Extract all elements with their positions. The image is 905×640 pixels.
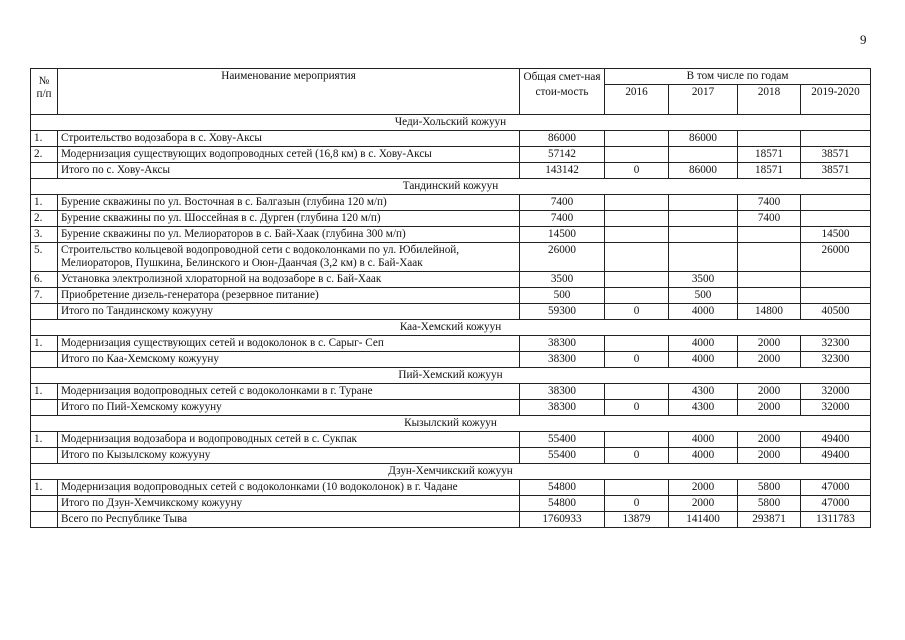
row-number: 2. — [31, 147, 58, 163]
row-total: 500 — [520, 288, 605, 304]
row-name: Приобретение дизель-генератора (резервное питание) — [58, 288, 520, 304]
row-2017: 4000 — [669, 448, 738, 464]
row-2016 — [605, 131, 669, 147]
row-2017: 4000 — [669, 304, 738, 320]
row-2017: 141400 — [669, 512, 738, 528]
table-row — [31, 384, 871, 400]
row-2019-2020: 1311783 — [801, 512, 871, 528]
row-2016 — [605, 211, 669, 227]
row-name: Итого по с. Хову-Аксы — [58, 163, 520, 179]
row-2016 — [605, 243, 669, 272]
row-2016: 0 — [605, 163, 669, 179]
row-2017 — [669, 227, 738, 243]
row-number: 2. — [31, 211, 58, 227]
section-title: Кызылский кожуун — [31, 416, 871, 432]
row-total: 57142 — [520, 147, 605, 163]
row-name: Модернизация водопроводных сетей с водоколонками (10 водоколонок) в г. Чадане — [58, 480, 520, 496]
table-header — [31, 69, 871, 115]
row-total: 54800 — [520, 480, 605, 496]
row-2017 — [669, 195, 738, 211]
row-number — [31, 448, 58, 464]
row-2019-2020: 40500 — [801, 304, 871, 320]
row-total: 14500 — [520, 227, 605, 243]
row-total: 54800 — [520, 496, 605, 512]
row-name: Модернизация водозабора и водопроводных сетей в с. Сукпак — [58, 432, 520, 448]
row-2019-2020: 14500 — [801, 227, 871, 243]
row-2019-2020: 47000 — [801, 496, 871, 512]
row-total: 55400 — [520, 432, 605, 448]
table-row — [31, 432, 871, 448]
row-2018 — [738, 227, 801, 243]
row-2019-2020: 32000 — [801, 400, 871, 416]
row-2018: 14800 — [738, 304, 801, 320]
row-2016: 0 — [605, 352, 669, 368]
row-number — [31, 400, 58, 416]
row-2016: 0 — [605, 496, 669, 512]
row-total: 143142 — [520, 163, 605, 179]
header-year-2019-2020: 2019-2020 — [801, 85, 871, 115]
row-2017: 2000 — [669, 480, 738, 496]
row-2018: 7400 — [738, 211, 801, 227]
row-name: Строительство кольцевой водопроводной сети с водоколонками по ул. Юбилейной, Мелиораторов, Пушкина, Белинского и Оюн-Даанчая (3,2 км) в с. Бай-Хаак — [58, 243, 520, 272]
row-name: Модернизация водопроводных сетей с водоколонками в г. Туране — [58, 384, 520, 400]
row-2019-2020: 47000 — [801, 480, 871, 496]
row-number: 1. — [31, 336, 58, 352]
row-number: 1. — [31, 131, 58, 147]
row-2017: 500 — [669, 288, 738, 304]
table-row — [31, 211, 871, 227]
row-total: 59300 — [520, 304, 605, 320]
table-row — [31, 243, 871, 272]
header-year-2017: 2017 — [669, 85, 738, 115]
row-name: Итого по Пий-Хемскому кожууну — [58, 400, 520, 416]
header-name: Наименование мероприятия — [58, 69, 520, 115]
section-row — [31, 416, 871, 432]
row-2019-2020 — [801, 272, 871, 288]
row-number — [31, 352, 58, 368]
row-2017: 86000 — [669, 131, 738, 147]
row-name: Итого по Кызылскому кожууну — [58, 448, 520, 464]
row-2017: 4000 — [669, 352, 738, 368]
section-row — [31, 179, 871, 195]
row-number: 1. — [31, 480, 58, 496]
table-row — [31, 195, 871, 211]
row-total: 38300 — [520, 400, 605, 416]
row-2019-2020: 49400 — [801, 448, 871, 464]
row-2018: 18571 — [738, 163, 801, 179]
row-number: 7. — [31, 288, 58, 304]
row-number: 1. — [31, 195, 58, 211]
table-row — [31, 163, 871, 179]
row-2018: 2000 — [738, 336, 801, 352]
row-2019-2020 — [801, 131, 871, 147]
row-total: 3500 — [520, 272, 605, 288]
row-2017: 86000 — [669, 163, 738, 179]
row-2018 — [738, 243, 801, 272]
row-total: 7400 — [520, 211, 605, 227]
row-total: 1760933 — [520, 512, 605, 528]
row-2018: 2000 — [738, 448, 801, 464]
header-years-group: В том числе по годам — [605, 69, 871, 85]
row-2017: 2000 — [669, 496, 738, 512]
row-2017: 4300 — [669, 400, 738, 416]
budget-table — [30, 68, 871, 528]
row-2019-2020: 26000 — [801, 243, 871, 272]
table-row — [31, 496, 871, 512]
row-name: Итого по Тандинскому кожууну — [58, 304, 520, 320]
row-number: 1. — [31, 432, 58, 448]
row-number: 5. — [31, 243, 58, 272]
row-number — [31, 512, 58, 528]
row-name: Итого по Каа-Хемскому кожууну — [58, 352, 520, 368]
row-name: Строительство водозабора в с. Хову-Аксы — [58, 131, 520, 147]
row-name: Всего по Республике Тыва — [58, 512, 520, 528]
section-row — [31, 320, 871, 336]
row-2018: 2000 — [738, 400, 801, 416]
row-name: Модернизация существующих водопроводных сетей (16,8 км) в с. Хову-Аксы — [58, 147, 520, 163]
row-2017 — [669, 147, 738, 163]
row-name: Установка электролизной хлораторной на водозаборе в с. Бай-Хаак — [58, 272, 520, 288]
row-2016 — [605, 195, 669, 211]
row-2018: 2000 — [738, 352, 801, 368]
table-row — [31, 448, 871, 464]
header-num: № п/п — [31, 69, 58, 115]
row-2018: 5800 — [738, 496, 801, 512]
row-2016 — [605, 227, 669, 243]
row-2018 — [738, 131, 801, 147]
table-row — [31, 272, 871, 288]
table-row — [31, 288, 871, 304]
row-name: Бурение скважины по ул. Шоссейная в с. Дурген (глубина 120 м/п) — [58, 211, 520, 227]
row-2017: 4000 — [669, 432, 738, 448]
row-2017: 4300 — [669, 384, 738, 400]
row-2018: 293871 — [738, 512, 801, 528]
section-title: Каа-Хемский кожуун — [31, 320, 871, 336]
table-row — [31, 147, 871, 163]
row-2019-2020: 32300 — [801, 336, 871, 352]
row-2016 — [605, 147, 669, 163]
row-2016: 13879 — [605, 512, 669, 528]
row-2017 — [669, 211, 738, 227]
row-2016: 0 — [605, 304, 669, 320]
table-row — [31, 336, 871, 352]
row-2016 — [605, 272, 669, 288]
section-row — [31, 464, 871, 480]
table-row — [31, 352, 871, 368]
row-total: 26000 — [520, 243, 605, 272]
row-2017: 3500 — [669, 272, 738, 288]
row-2016: 0 — [605, 400, 669, 416]
section-title: Дзун-Хемчикский кожуун — [31, 464, 871, 480]
row-number — [31, 496, 58, 512]
row-2017: 4000 — [669, 336, 738, 352]
row-2018: 7400 — [738, 195, 801, 211]
row-2018: 5800 — [738, 480, 801, 496]
table-row — [31, 304, 871, 320]
header-total: Общая смет-ная стои-мость — [520, 69, 605, 115]
table-row — [31, 227, 871, 243]
row-total: 86000 — [520, 131, 605, 147]
row-total: 55400 — [520, 448, 605, 464]
row-2018: 2000 — [738, 384, 801, 400]
row-total: 38300 — [520, 384, 605, 400]
table-row — [31, 512, 871, 528]
section-title: Пий-Хемский кожуун — [31, 368, 871, 384]
row-number: 3. — [31, 227, 58, 243]
table-row — [31, 131, 871, 147]
row-2016 — [605, 480, 669, 496]
header-year-2018: 2018 — [738, 85, 801, 115]
row-2019-2020 — [801, 195, 871, 211]
row-name: Итого по Дзун-Хемчикскому кожууну — [58, 496, 520, 512]
row-2018 — [738, 288, 801, 304]
row-number: 1. — [31, 384, 58, 400]
row-name: Бурение скважины по ул. Восточная в с. Балгазын (глубина 120 м/п) — [58, 195, 520, 211]
table-body — [31, 115, 871, 528]
row-number — [31, 163, 58, 179]
row-2019-2020: 38571 — [801, 147, 871, 163]
row-2016 — [605, 288, 669, 304]
row-name: Модернизация существующих сетей и водоколонок в с. Сарыг- Сеп — [58, 336, 520, 352]
table-row — [31, 400, 871, 416]
row-2019-2020 — [801, 288, 871, 304]
row-total: 7400 — [520, 195, 605, 211]
row-2019-2020: 38571 — [801, 163, 871, 179]
row-2016 — [605, 384, 669, 400]
row-total: 38300 — [520, 352, 605, 368]
row-2018: 18571 — [738, 147, 801, 163]
section-row — [31, 115, 871, 131]
row-2017 — [669, 243, 738, 272]
row-2016 — [605, 336, 669, 352]
row-2019-2020: 32000 — [801, 384, 871, 400]
row-2019-2020: 49400 — [801, 432, 871, 448]
header-year-2016: 2016 — [605, 85, 669, 115]
row-2016: 0 — [605, 448, 669, 464]
row-number — [31, 304, 58, 320]
row-name: Бурение скважины по ул. Мелиораторов в с. Бай-Хаак (глубина 300 м/п) — [58, 227, 520, 243]
section-row — [31, 368, 871, 384]
row-2019-2020 — [801, 211, 871, 227]
table-row — [31, 480, 871, 496]
row-2019-2020: 32300 — [801, 352, 871, 368]
section-title: Чеди-Хольский кожуун — [31, 115, 871, 131]
row-number: 6. — [31, 272, 58, 288]
page-number: 9 — [860, 32, 867, 47]
row-2018: 2000 — [738, 432, 801, 448]
row-total: 38300 — [520, 336, 605, 352]
row-2018 — [738, 272, 801, 288]
section-title: Тандинский кожуун — [31, 179, 871, 195]
row-2016 — [605, 432, 669, 448]
